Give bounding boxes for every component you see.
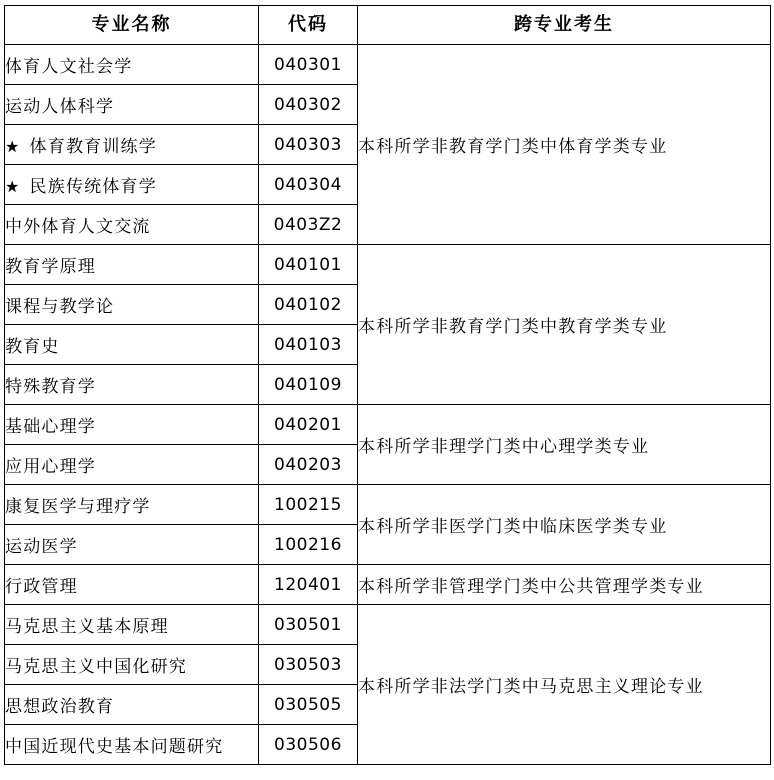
major-name-text: 教育学原理	[5, 257, 96, 277]
table-row	[5, 485, 771, 525]
cell-major-name	[5, 365, 259, 405]
cell-major-name	[5, 285, 259, 325]
cell-major-code: 030501	[259, 605, 358, 645]
table-row	[5, 245, 771, 285]
cell-major-name	[5, 725, 259, 765]
cell-cross-major-requirement: 本科所学非教育学门类中体育学类专业	[358, 45, 771, 245]
major-name-text: 马克思主义中国化研究	[5, 657, 187, 677]
cell-cross-major-requirement: 本科所学非管理学门类中公共管理学类专业	[358, 565, 771, 605]
cell-cross-major-requirement: 本科所学非教育学门类中教育学类专业	[358, 245, 771, 405]
table-row	[5, 605, 771, 645]
major-name-text: 行政管理	[5, 577, 78, 597]
table-row	[5, 45, 771, 85]
major-name-text: 中外体育人文交流	[5, 217, 151, 237]
major-name-text: 中国近现代史基本问题研究	[5, 737, 224, 757]
major-name-text: 民族传统体育学	[29, 177, 157, 197]
cell-major-code: 040302	[259, 85, 358, 125]
cell-major-name	[5, 605, 259, 645]
star-icon: ★	[5, 177, 21, 196]
cell-major-code: 100216	[259, 525, 358, 565]
cell-major-name	[5, 125, 259, 165]
major-name-text: 思想政治教育	[5, 697, 115, 717]
cell-major-name	[5, 525, 259, 565]
cell-major-name	[5, 205, 259, 245]
cell-major-code: 040102	[259, 285, 358, 325]
major-name-text: 体育教育训练学	[29, 137, 157, 157]
table-header	[5, 6, 771, 45]
major-name-text: 体育人文社会学	[5, 57, 133, 77]
cell-cross-major-requirement: 本科所学非医学门类中临床医学类专业	[358, 485, 771, 565]
cell-major-name	[5, 685, 259, 725]
column-header-major-name: 专业名称	[5, 6, 259, 45]
cell-major-name	[5, 165, 259, 205]
cell-major-code: 040101	[259, 245, 358, 285]
table-row	[5, 565, 771, 605]
star-icon: ★	[5, 137, 21, 156]
major-name-text: 运动人体科学	[5, 97, 115, 117]
cell-cross-major-requirement: 本科所学非理学门类中心理学类专业	[358, 405, 771, 485]
major-name-text: 基础心理学	[5, 417, 96, 437]
major-name-text: 特殊教育学	[5, 377, 96, 397]
cell-major-code: 040301	[259, 45, 358, 85]
cell-major-code: 030506	[259, 725, 358, 765]
cell-major-name	[5, 325, 259, 365]
cell-major-code: 100215	[259, 485, 358, 525]
cell-major-name	[5, 245, 259, 285]
cell-major-name	[5, 405, 259, 445]
column-header-code: 代码	[259, 6, 358, 45]
cell-major-code: 030503	[259, 645, 358, 685]
cell-major-code: 120401	[259, 565, 358, 605]
major-name-text: 教育史	[5, 337, 60, 357]
cell-major-code: 030505	[259, 685, 358, 725]
major-name-text: 应用心理学	[5, 457, 96, 477]
major-code-table	[4, 5, 771, 765]
cell-major-name	[5, 565, 259, 605]
major-name-text: 康复医学与理疗学	[5, 497, 151, 517]
table-header-row	[5, 6, 771, 45]
cell-major-code: 040109	[259, 365, 358, 405]
cell-major-name	[5, 645, 259, 685]
cell-major-code: 040304	[259, 165, 358, 205]
cell-major-code: 0403Z2	[259, 205, 358, 245]
cell-major-name	[5, 85, 259, 125]
cell-major-name	[5, 485, 259, 525]
table-body	[5, 45, 771, 765]
cell-major-name	[5, 45, 259, 85]
cell-major-name	[5, 445, 259, 485]
major-name-text: 课程与教学论	[5, 297, 115, 317]
table-row	[5, 405, 771, 445]
major-name-text: 马克思主义基本原理	[5, 617, 169, 637]
cell-cross-major-requirement: 本科所学非法学门类中马克思主义理论专业	[358, 605, 771, 765]
major-name-text: 运动医学	[5, 537, 78, 557]
cell-major-code: 040201	[259, 405, 358, 445]
cell-major-code: 040203	[259, 445, 358, 485]
column-header-cross-major: 跨专业考生	[358, 6, 771, 45]
cell-major-code: 040303	[259, 125, 358, 165]
cell-major-code: 040103	[259, 325, 358, 365]
